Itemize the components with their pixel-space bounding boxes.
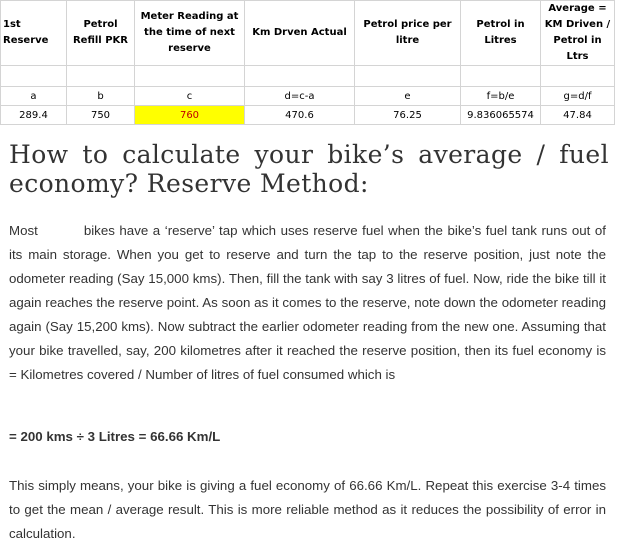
empty-cell[interactable]: [245, 66, 355, 87]
formula-cell-c[interactable]: c: [135, 87, 245, 106]
empty-cell[interactable]: [1, 66, 67, 87]
value-cell-petrol-price[interactable]: 76.25: [355, 106, 461, 125]
formula-cell-d[interactable]: d=c-a: [245, 87, 355, 106]
empty-cell[interactable]: [67, 66, 135, 87]
formula-cell-a[interactable]: a: [1, 87, 67, 106]
value-cell-average[interactable]: 47.84: [541, 106, 615, 125]
value-cell-petrol-litres[interactable]: 9.836065574: [461, 106, 541, 125]
header-row: [1, 1, 615, 66]
value-cell-1st-reserve[interactable]: 289.4: [1, 106, 67, 125]
paragraph-first-word: Most: [9, 223, 38, 238]
empty-cell[interactable]: [355, 66, 461, 87]
formula-cell-b[interactable]: b: [67, 87, 135, 106]
formula-cell-e[interactable]: e: [355, 87, 461, 106]
header-cell-1st-reserve[interactable]: 1st Reserve: [1, 1, 67, 66]
formula-cell-f[interactable]: f=b/e: [461, 87, 541, 106]
paragraph-body: bikes have a ‘reserve’ tap which uses reserve fuel when the bike’s fuel tank runs out of its main storage. When you get to reserve and turn the tap to the reserve position, just note the odometer reading (Say 15,000 kms). Then, fill the tank with say 3 litres of fuel. Now, ride the bike till it again reaches the reserve point. As soon as it comes to the reserve, note down the odometer reading again (Say 15,200 kms). Now subtract the earlier odometer reading from the new one. Assuming that your bike travelled, say, 200 kilometres after it reached the reserve position, then its fuel economy is = Kilometres covered / Number of litres of fuel consumed which is: [9, 223, 606, 382]
header-cell-km-driven[interactable]: Km Drven Actual: [245, 1, 355, 66]
value-row: [1, 106, 615, 125]
empty-cell[interactable]: [541, 66, 615, 87]
value-cell-km-driven[interactable]: 470.6: [245, 106, 355, 125]
article-title: How to calculate your bike’s average / fuel economy? Reserve Method:: [9, 140, 609, 198]
formula-cell-g[interactable]: g=d/f: [541, 87, 615, 106]
empty-cell[interactable]: [135, 66, 245, 87]
article-paragraph-1: [9, 219, 606, 387]
formula-row: [1, 87, 615, 106]
empty-cell[interactable]: [461, 66, 541, 87]
article-paragraph-3: This simply means, your bike is giving a fuel economy of 66.66 Km/L. Repeat this exercise 3-4 times to get the mean / average result. This is more reliable method as it reduces the possibility of error in calculation.: [9, 478, 606, 541]
header-cell-petrol-litres[interactable]: Petrol in Litres: [461, 1, 541, 66]
value-cell-meter-reading[interactable]: 760: [135, 106, 245, 125]
empty-row: [1, 66, 615, 87]
value-cell-petrol-refill[interactable]: 750: [67, 106, 135, 125]
header-cell-average[interactable]: Average = KM Driven / Petrol in Ltrs: [541, 1, 615, 66]
header-cell-petrol-refill[interactable]: Petrol Refill PKR: [67, 1, 135, 66]
fuel-economy-formula: = 200 kms ÷ 3 Litres = 66.66 Km/L: [9, 429, 221, 444]
header-cell-petrol-price[interactable]: Petrol price per litre: [355, 1, 461, 66]
spreadsheet: [0, 0, 615, 125]
header-cell-meter-reading[interactable]: Meter Reading at the time of next reserve: [135, 1, 245, 66]
